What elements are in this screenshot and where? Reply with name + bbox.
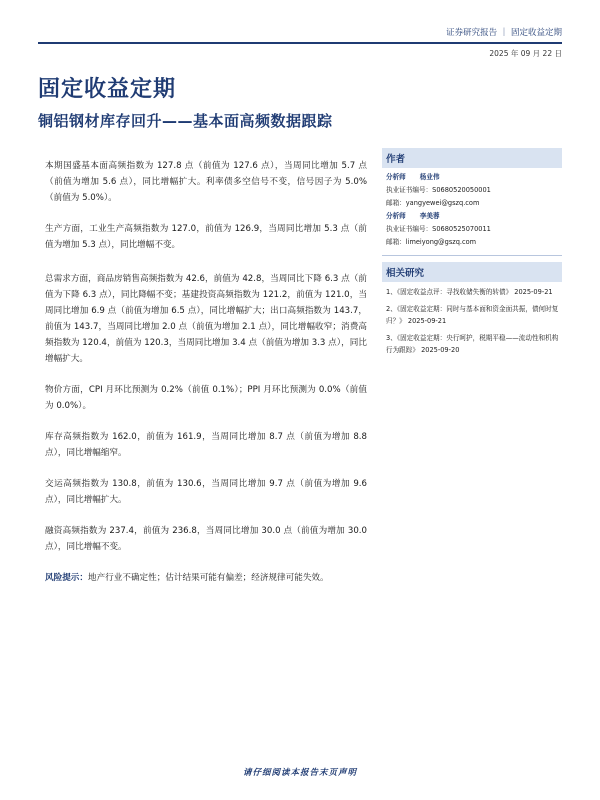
related-research-list bbox=[382, 282, 562, 357]
cert-label: 执业证书编号： bbox=[386, 225, 433, 233]
summary-paragraph: 本期国盛基本面高频指数为 127.8 点（前值为 127.6 点），当周同比增加 5.7 点（前值为增加 5.6 点），同比增幅扩大。利率债多空信号不变，信号因子为 5.0%（前值为 5.0%）。 bbox=[45, 161, 367, 203]
author-email-line bbox=[386, 197, 562, 210]
author-cert-line bbox=[386, 184, 562, 197]
author-cert-line bbox=[386, 223, 562, 236]
page-title: 固定收益定期 bbox=[38, 77, 177, 102]
author-email-link[interactable]: limeiyong@gszq.com bbox=[405, 238, 477, 246]
report-body bbox=[45, 158, 367, 586]
email-label: 邮箱： bbox=[386, 238, 406, 246]
author-name: 杨业伟 bbox=[419, 173, 440, 181]
risk-label: 风险提示： bbox=[45, 573, 88, 583]
sidebar bbox=[382, 148, 562, 361]
risk-warning bbox=[45, 570, 367, 586]
author-role-line bbox=[386, 171, 562, 184]
transport-paragraph: 交运高频指数为 130.8，前值为 130.6，当周同比增加 9.7 点（前值为增加 9.6 点），同比增幅扩大。 bbox=[45, 479, 367, 505]
related-research-item[interactable]: 2、《固定收益定期：同时与基本面和资金面共振，债何时复归？》 2025-09-21 bbox=[386, 304, 559, 325]
author-role: 分析师 bbox=[386, 173, 406, 181]
related-research-item[interactable]: 3、《固定收益定期：央行呵护，税期平稳——流动性和机构行为跟踪》 2025-09-20 bbox=[386, 333, 559, 354]
author-email-link[interactable]: yangyewei@gszq.com bbox=[405, 199, 480, 207]
footer-disclaimer: 请仔细阅读本报告末页声明 bbox=[242, 768, 357, 778]
author-email-line bbox=[386, 236, 562, 249]
financing-paragraph: 融资高频指数为 237.4，前值为 236.8，当周同比增加 30.0 点（前值为增加 30.0 点），同比增幅不变。 bbox=[45, 526, 367, 552]
cert-number: S0680525070011 bbox=[432, 225, 491, 233]
cert-number: S0680520050001 bbox=[432, 186, 491, 194]
authors-list bbox=[382, 168, 562, 249]
report-date: 2025 年 09 月 22 日 bbox=[489, 49, 562, 58]
production-paragraph: 生产方面，工业生产高频指数为 127.0，前值为 126.9，当周同比增加 5.3 点（前值为增加 5.3 点），同比增幅不变。 bbox=[45, 224, 367, 250]
demand-paragraph: 总需求方面，商品房销售高频指数为 42.6，前值为 42.8，当周同比下降 6.3 点（前值为下降 6.3 点），同比降幅不变；基建投资高频指数为 121.2，前值为 121.0，当周同比增加 6.9 点（前值为增加 6.5 点），同比增幅扩大；出口高频指数为 143.7，前值为 143.7，当周同比增加 2.0 点（前值为增加 2.1 点），同比增幅收窄；消费高频指数为 120.4，前值为 120.3，当周同比增加 3.4 点（前值为增加 3.3 点），同比增幅扩大。 bbox=[45, 274, 367, 364]
report-category: 证券研究报告 ｜ 固定收益定期 bbox=[446, 28, 562, 38]
header-divider bbox=[38, 42, 562, 44]
price-paragraph: 物价方面，CPI 月环比预测为 0.2%（前值 0.1%）；PPI 月环比预测为 0.0%（前值为 0.0%）。 bbox=[45, 385, 367, 411]
author-role-line bbox=[386, 210, 562, 223]
related-research-item[interactable]: 1、《固定收益点评：寻找收储失衡的转债》 2025-09-21 bbox=[386, 288, 553, 296]
author-name: 李美蓉 bbox=[419, 212, 440, 220]
authors-heading: 作者 bbox=[382, 148, 562, 168]
risk-text: 地产行业不确定性；估计结果可能有偏差；经济规律可能失效。 bbox=[87, 573, 329, 583]
author-role: 分析师 bbox=[386, 212, 406, 220]
inventory-paragraph: 库存高频指数为 162.0，前值为 161.9，当周同比增加 8.7 点（前值为增加 8.8 点），同比增幅缩窄。 bbox=[45, 432, 367, 458]
related-heading: 相关研究 bbox=[382, 262, 562, 282]
page-subtitle: 铜铝钢材库存回升——基本面高频数据跟踪 bbox=[38, 112, 333, 130]
email-label: 邮箱： bbox=[386, 199, 406, 207]
sidebar-divider bbox=[382, 255, 562, 256]
cert-label: 执业证书编号： bbox=[386, 186, 433, 194]
